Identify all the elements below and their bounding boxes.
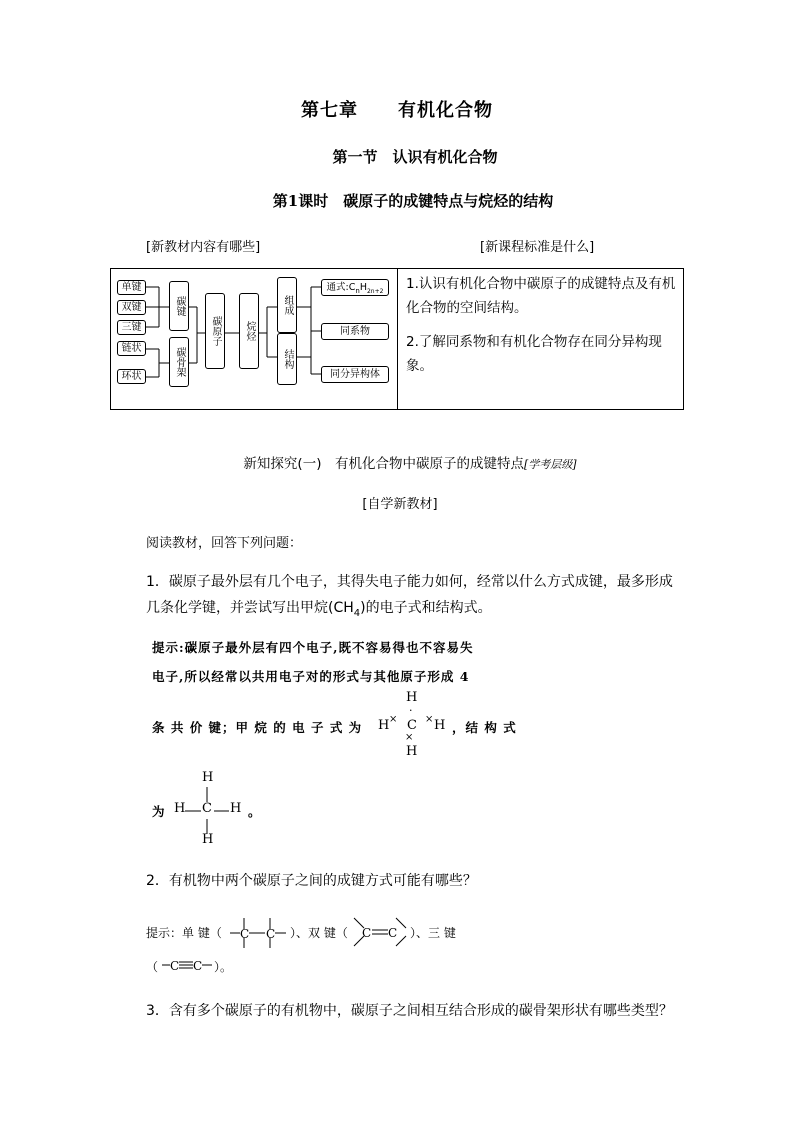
ef-dot-top: · [409, 704, 413, 717]
carbon-bond-box: 碳键 [169, 281, 189, 331]
table-divider [397, 269, 398, 409]
hint-1-line-2: 电子,所以经常以共用电子对的形式与其他原子形成 4 [152, 669, 470, 684]
sf-bonds [174, 770, 244, 850]
structure-box: 结构 [277, 333, 297, 385]
single-bond-structure [226, 914, 290, 950]
hint-2-pre: 提示：单 键（ [146, 926, 222, 940]
ef-h-right: H [434, 718, 446, 733]
double-bond-structure [350, 912, 410, 952]
chapter-number: 第七章 [301, 100, 358, 121]
methane-electron-formula [378, 690, 446, 760]
reading-intro: 阅读教材，回答下列问题： [146, 536, 303, 551]
hint-2-mid-2: ）、三 键 [410, 926, 456, 940]
chapter-title [0, 96, 794, 122]
sf-h-top: H [202, 770, 214, 785]
triple-bond-c2: C [193, 959, 203, 973]
hint-2-mid-1: ）、双 键（ [290, 926, 348, 940]
general-formula-sub-n: n [355, 286, 360, 295]
ef-h-top: H [406, 690, 418, 705]
chapter-name: 有机化合物 [398, 100, 493, 121]
triple-bond-box: 三键 [117, 320, 146, 335]
course-standards [406, 272, 681, 388]
general-formula-sub-2n2: 2n+2 [366, 287, 384, 295]
general-formula-prefix: 通式:C [326, 282, 356, 293]
general-formula-box [321, 279, 389, 296]
question-1-line-2 [146, 595, 686, 627]
carbon-skeleton-box: 碳骨架 [169, 337, 189, 387]
ef-h-left: H [378, 718, 390, 733]
ef-cross-right: × [425, 714, 434, 725]
question-3: 3．含有多个碳原子的有机物中，碳原子之间相互结合形成的碳骨架形状有哪些类型？ [146, 1003, 673, 1019]
level-tag: [学考层级] [523, 458, 577, 471]
double-bond-c2: C [388, 926, 398, 940]
explore-heading: 新知探究(一) 有机化合物中碳原子的成键特点 [243, 456, 524, 472]
new-standard-label: [新课程标准是什么] [480, 240, 595, 255]
ring-box: 环状 [117, 369, 146, 384]
question-1-line-2-post: )的电子式和结构式。 [360, 600, 492, 616]
isomer-box: 同分异构体 [321, 366, 389, 383]
question-1 [146, 569, 686, 627]
self-study-label: [自学新教材] [362, 497, 438, 512]
hint-2-line-2-pre: （ [146, 960, 159, 974]
question-1-subscript: 4 [353, 607, 361, 619]
triple-bond-structure [160, 954, 220, 976]
sf-h-bottom: H [202, 832, 214, 847]
hint-2-line-2-post: ）。 [214, 960, 233, 974]
single-bond-c2: C [266, 927, 276, 941]
question-2: 2．有机物中两个碳原子之间的成键方式可能有哪些？ [146, 873, 477, 889]
standard-item-2: 2.了解同系物和有机化合物存在同分异构现象。 [406, 334, 662, 374]
general-formula-h: H [359, 282, 367, 293]
hint-1-line-1: 提示:碳原子最外层有四个电子,既不容易得也不容易失 [152, 640, 474, 655]
single-bond-c1: C [240, 927, 250, 941]
hint-1-line-4-pre: 为 [152, 804, 166, 819]
double-bond-c1: C [362, 926, 372, 940]
question-1-line-1: 1．碳原子最外层有几个电子，其得失电子能力如何，经常以什么方式成键，最多形成 [146, 574, 673, 590]
sf-h-right: H [230, 801, 242, 816]
sf-h-left: H [174, 801, 186, 816]
ef-cross-bottom: × [405, 732, 414, 743]
explore-title [0, 452, 794, 472]
single-bond-box: 单键 [117, 280, 146, 295]
hint-1-line-3-pre: 条 共 价 键；甲 烷 的 电 子 式 为 [152, 720, 363, 735]
new-content-label: [新教材内容有哪些] [146, 240, 261, 255]
composition-box: 组成 [277, 277, 297, 333]
alkane-box: 烷烃 [239, 293, 259, 369]
sf-c-center: C [202, 801, 212, 816]
homolog-box: 同系物 [321, 323, 389, 340]
lesson-title: 第1课时 碳原子的成键特点与烷烃的结构 [272, 192, 554, 210]
ef-c-center: C [407, 718, 417, 733]
double-bond-box: 双键 [117, 300, 146, 315]
standard-item-1: 1.认识有机化合物中碳原子的成键特点及有机化合物的空间结构。 [406, 276, 676, 316]
methane-structural-formula [174, 770, 244, 850]
triple-bond-c1: C [170, 959, 180, 973]
hint-1-line-4-post: 。 [248, 804, 262, 819]
hint-1-line-3-post: ，结 构 式 [452, 720, 517, 735]
section-title: 第一节 认识有机化合物 [332, 148, 498, 166]
carbon-atom-box: 碳原子 [205, 293, 225, 369]
ef-cross-left: × [389, 714, 398, 725]
chain-box: 链状 [117, 341, 146, 356]
question-1-line-2-pre: 几条化学键，并尝试写出甲烷(CH [146, 600, 354, 616]
ef-h-bottom: H [406, 744, 418, 759]
